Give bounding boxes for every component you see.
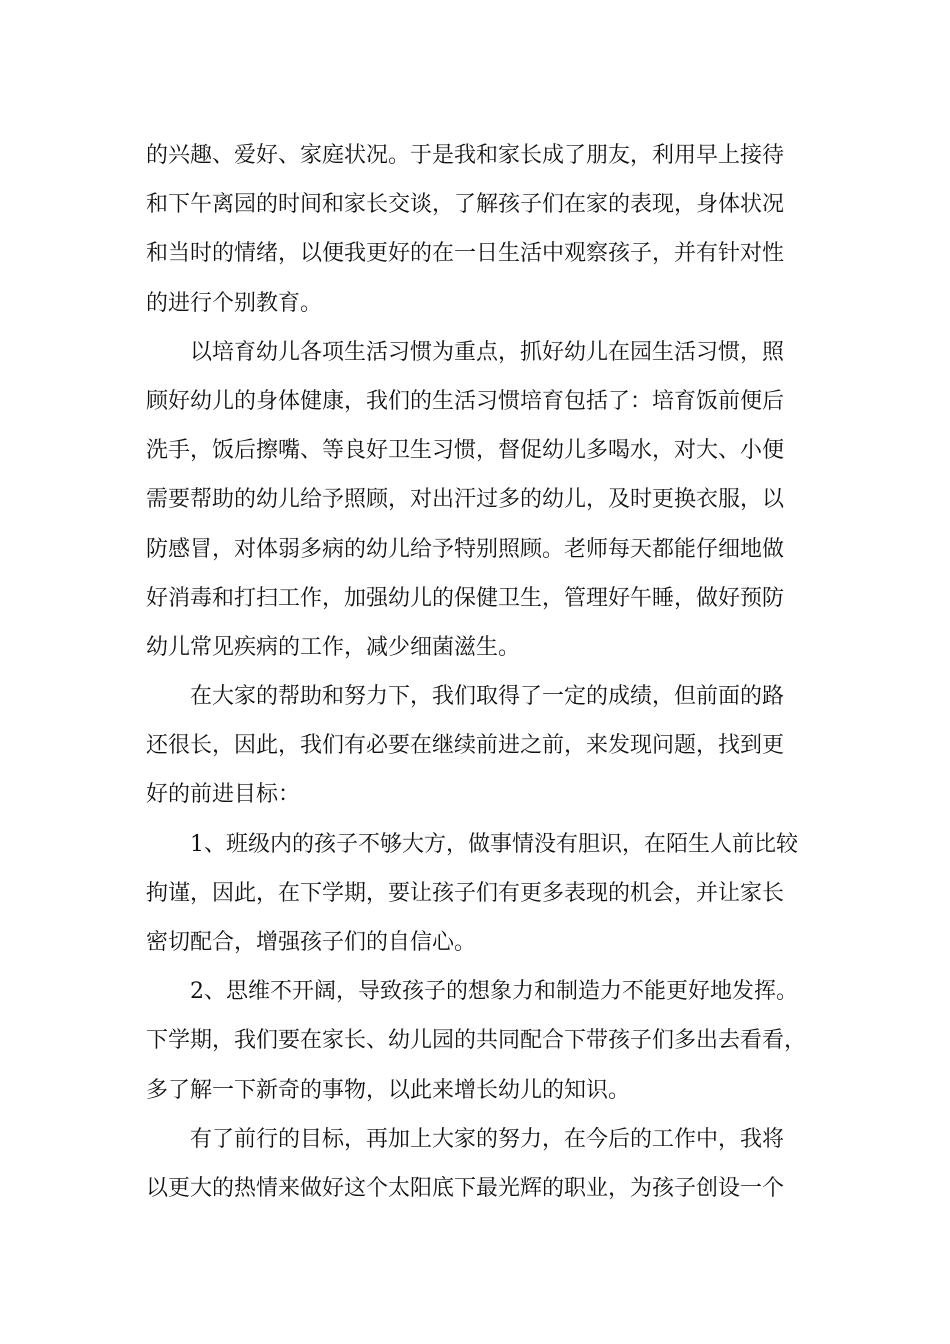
document-body [146,131,806,1213]
text-line: 拘谨，因此，在下学期，要让孩子们有更多表现的机会，并让家长 [146,880,785,906]
text-line: 以更大的热情来做好这个太阳底下最光辉的职业，为孩子创设一个 [146,1175,785,1201]
text-line: 防感冒，对体弱多病的幼儿给予特别照顾。老师每天都能仔细地做 [146,536,785,562]
text-line: 下学期，我们要在家长、幼儿园的共同配合下带孩子们多出去看看， [146,1028,807,1054]
text-line: 有了前行的目标，再加上大家的努力，在今后的工作中，我将 [190,1126,785,1152]
text-line: 和下午离园的时间和家长交谈，了解孩子们在家的表现，身体状况 [146,192,785,218]
text-line: 幼儿常见疾病的工作，减少细菌滋生。 [146,634,521,660]
text-line: 顾好幼儿的身体健康，我们的生活习惯培育包括了：培育饭前便后 [146,388,785,414]
text-line: 需要帮助的幼儿给予照顾，对出汗过多的幼儿，及时更换衣服，以 [146,487,785,513]
text-line: 还很长，因此，我们有必要在继续前进之前，来发现问题，找到更 [146,733,785,759]
text-line: 洗手，饭后擦嘴、等良好卫生习惯，督促幼儿多喝水，对大、小便 [146,438,785,464]
text-line: 的兴趣、爱好、家庭状况。于是我和家长成了朋友，利用早上接待 [146,143,785,168]
text-line: 好消毒和打扫工作，加强幼儿的保健卫生，管理好午睡，做好预防 [146,585,785,611]
text-line: 多了解一下新奇的事物，以此来增长幼儿的知识。 [146,1077,631,1103]
text-line: 的进行个别教育。 [146,290,323,316]
text-line: 密切配合，增强孩子们的自信心。 [146,930,477,955]
text-line: 1、班级内的孩子不够大方，做事情没有胆识，在陌生人前比较 [190,831,798,857]
text-line: 好的前进目标： [146,782,301,808]
text-line: 2、思维不开阔，导致孩子的想象力和制造力不能更好地发挥。 [190,979,798,1005]
text-line: 在大家的帮助和努力下，我们取得了一定的成绩，但前面的路 [190,684,785,710]
text-line: 和当时的情绪，以便我更好的在一日生活中观察孩子，并有针对性 [146,241,785,267]
text-line: 以培育幼儿各项生活习惯为重点，抓好幼儿在园生活习惯，照 [190,339,785,365]
